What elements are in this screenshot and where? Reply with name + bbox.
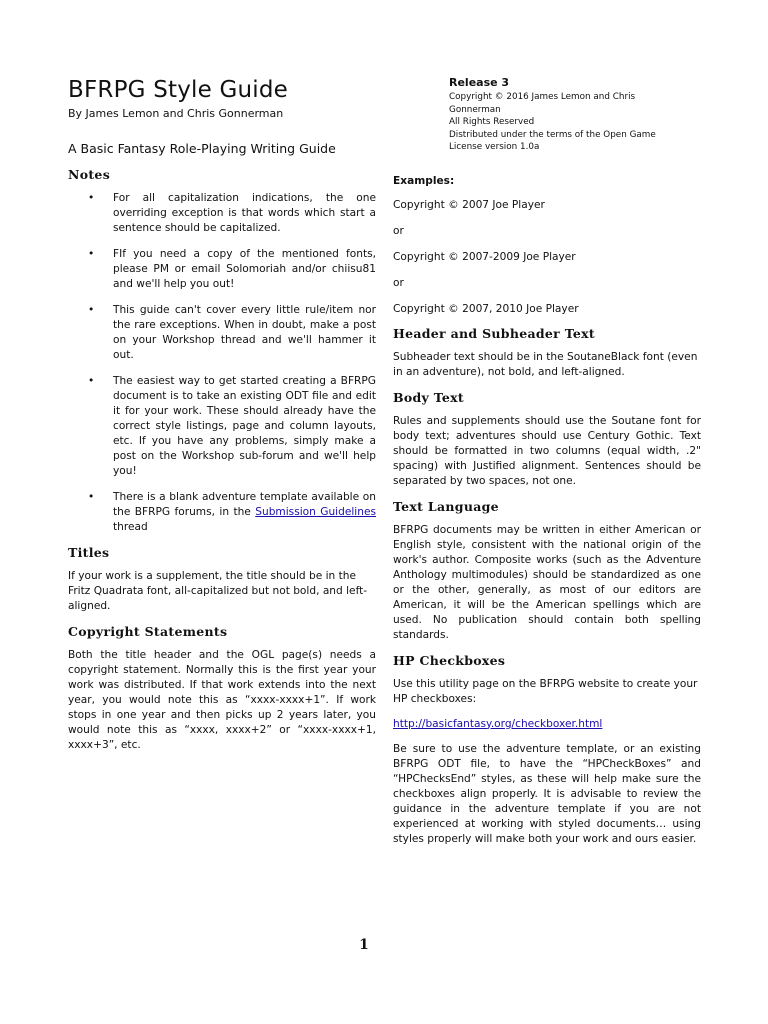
example-line: Copyright © 2007-2009 Joe Player [393, 250, 576, 263]
note-text: There is a blank adventure template available on the BFRPG forums, in the [113, 491, 376, 518]
checkboxer-link-wrap [393, 717, 701, 732]
release-title: Release 3 [449, 76, 510, 89]
list-item [68, 303, 376, 363]
text-language-heading: Text Language [393, 498, 499, 514]
header-text-body: Subheader text should be in the SoutaneBlack font (even in an adventure), not bold, and left-aligned. [393, 350, 698, 378]
note-text: FIf you need a copy of the mentioned fonts, please PM or email Solomoriah and/or chiisu81 and we'll help you out! [113, 248, 376, 290]
example-or: or [393, 224, 404, 237]
byline: By James Lemon and Chris Gonnerman [68, 107, 284, 120]
page-number-footer [0, 937, 768, 953]
list-item [68, 191, 376, 236]
page-number: 1 [359, 937, 369, 953]
page-title: BFRPG Style Guide [68, 77, 289, 103]
example-or: or [393, 276, 404, 289]
header-text-heading: Header and Subheader Text [393, 325, 595, 341]
body-text-body: Rules and supplements should use the Soutane font for body text; adventures should use Century Gothic. Text should be formatted in two columns (equal width, .2" spacing) with Justified alignment. Sentences should be separated by two spaces, not one. [393, 414, 701, 487]
note-text: This guide can't cover every little rule/item nor the rare exceptions. When in doubt, make a post on your Workshop thread and we'll hammer it out. [113, 304, 376, 361]
list-item [68, 490, 376, 535]
notes-heading: Notes [68, 167, 111, 182]
titles-heading: Titles [68, 545, 110, 560]
copyright-heading: Copyright Statements [68, 624, 228, 639]
text-language-body: BFRPG documents may be written in either American or English style, consistent with the national origin of the work's author. Composite works (such as the Adventure Anthology multimodules) should be standardized as one or the other, generally, as most of our editors are American, it will be the American spellings which are used. No publication should contain both spelling standards. [393, 523, 701, 641]
release-line: Distributed under the terms of the Open Game [449, 129, 656, 140]
list-item [68, 247, 376, 292]
checkboxer-link[interactable]: http://basicfantasy.org/checkboxer.html [393, 717, 603, 730]
list-item [68, 374, 376, 479]
bullet-icon: • [88, 304, 95, 316]
left-column [68, 76, 376, 763]
submission-guidelines-link[interactable]: Submission Guidelines [255, 506, 376, 518]
example-line: Copyright © 2007 Joe Player [393, 198, 545, 211]
release-line: Gonnerman [449, 104, 501, 115]
note-text: The easiest way to get started creating a BFRPG document is to take an existing ODT file and edit it for your work. These should already have the correct style listings, page and column layouts, etc. If you have any problems, simply make a post on the Workshop sub-forum and we'll help you! [113, 375, 376, 477]
bullet-icon: • [88, 491, 95, 503]
titles-body: If your work is a supplement, the title should be in the Fritz Quadrata font, all-capitalized but not bold, and left-aligned. [68, 570, 368, 612]
bullet-icon: • [88, 248, 95, 260]
note-text: thread [113, 521, 148, 533]
hp-checkboxes-body: Use this utility page on the BFRPG website to create your HP checkboxes: [393, 677, 698, 705]
copyright-body: Both the title header and the OGL page(s) needs a copyright statement. Normally this is the first year your work was distributed. If that work extends into the next year, you would note this as “xxxx-xxxx+1”. If work stops in one year and then picks up 2 years later, you would note this as “xxxx, xxxx+2” or “xxxx-xxxx+1, xxxx+3”, etc. [68, 649, 376, 751]
hp-checkboxes-guidance: Be sure to use the adventure template, or an existing BFRPG ODT file, to have the “HPCheckBoxes” and “HPChecksEnd” styles, as these will help make sure the checkboxes align properly. It is advisable to review the guidance in the adventure template if you are not experienced at working with styled documents… using styles properly will make both your work and ours easier. [393, 742, 701, 845]
bullet-icon: • [88, 192, 95, 204]
examples-label: Examples: [393, 174, 455, 187]
release-line: License version 1.0a [449, 142, 540, 152]
release-line: Copyright © 2016 James Lemon and Chris [449, 92, 636, 102]
bullet-icon: • [88, 375, 95, 387]
release-line: All Rights Reserved [449, 117, 535, 127]
right-column [393, 76, 701, 857]
example-line: Copyright © 2007, 2010 Joe Player [393, 302, 579, 315]
notes-list [68, 191, 376, 535]
body-text-heading: Body Text [393, 389, 465, 405]
release-block [393, 76, 701, 154]
hp-checkboxes-heading: HP Checkboxes [393, 652, 506, 668]
note-text: For all capitalization indications, the one overriding exception is that words which start a sentence should be capitalized. [113, 192, 376, 234]
subtitle: A Basic Fantasy Role-Playing Writing Guide [68, 141, 336, 156]
